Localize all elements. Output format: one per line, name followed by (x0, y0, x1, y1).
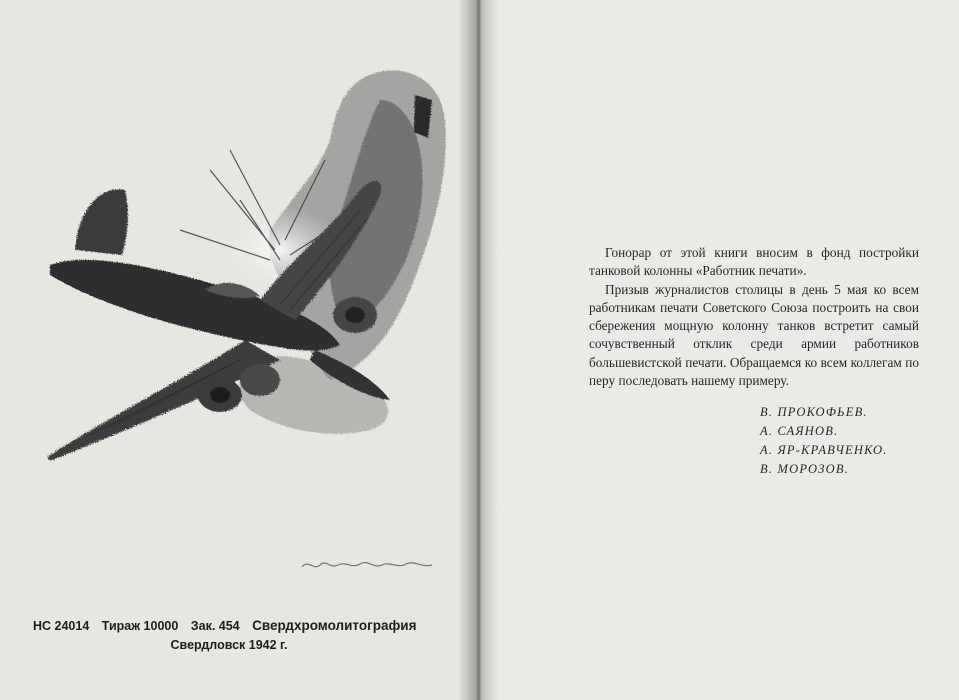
dedication-text (589, 244, 919, 390)
signature: В. МОРОЗОВ. (760, 462, 849, 476)
order-number: Зак. 454 (190, 619, 240, 633)
paragraph: Гонорар от этой книги вносим в фонд постройки танковой колонны «Работник печати». (589, 245, 919, 279)
publication-code: НС 24014 (33, 619, 90, 633)
artist-signature-icon (300, 557, 435, 573)
book-gutter (458, 0, 498, 700)
paragraph: Призыв журналистов столицы в день 5 мая ко всем работникам печати Советского Союза построить на свои сбережения мощную колонну танков встретит самый сочувственный отклик среди армии работников большевистской печати. Обращаемся ко всем коллегам по перу последовать нашему примеру. (589, 281, 919, 389)
signature: А. САЯНОВ. (760, 424, 839, 438)
printer-name: Свердхромолитография (252, 618, 417, 633)
dive-bomber-hit-icon (30, 60, 460, 480)
signature-list (760, 403, 888, 479)
signature: В. ПРОКОФЬЕВ. (760, 405, 868, 419)
imprint-place-year: Свердловск 1942 г. (170, 638, 288, 652)
print-run: Тираж 10000 (101, 619, 179, 633)
signature: А. ЯР-КРАВЧЕНКО. (760, 443, 888, 457)
imprint-line (33, 618, 513, 633)
